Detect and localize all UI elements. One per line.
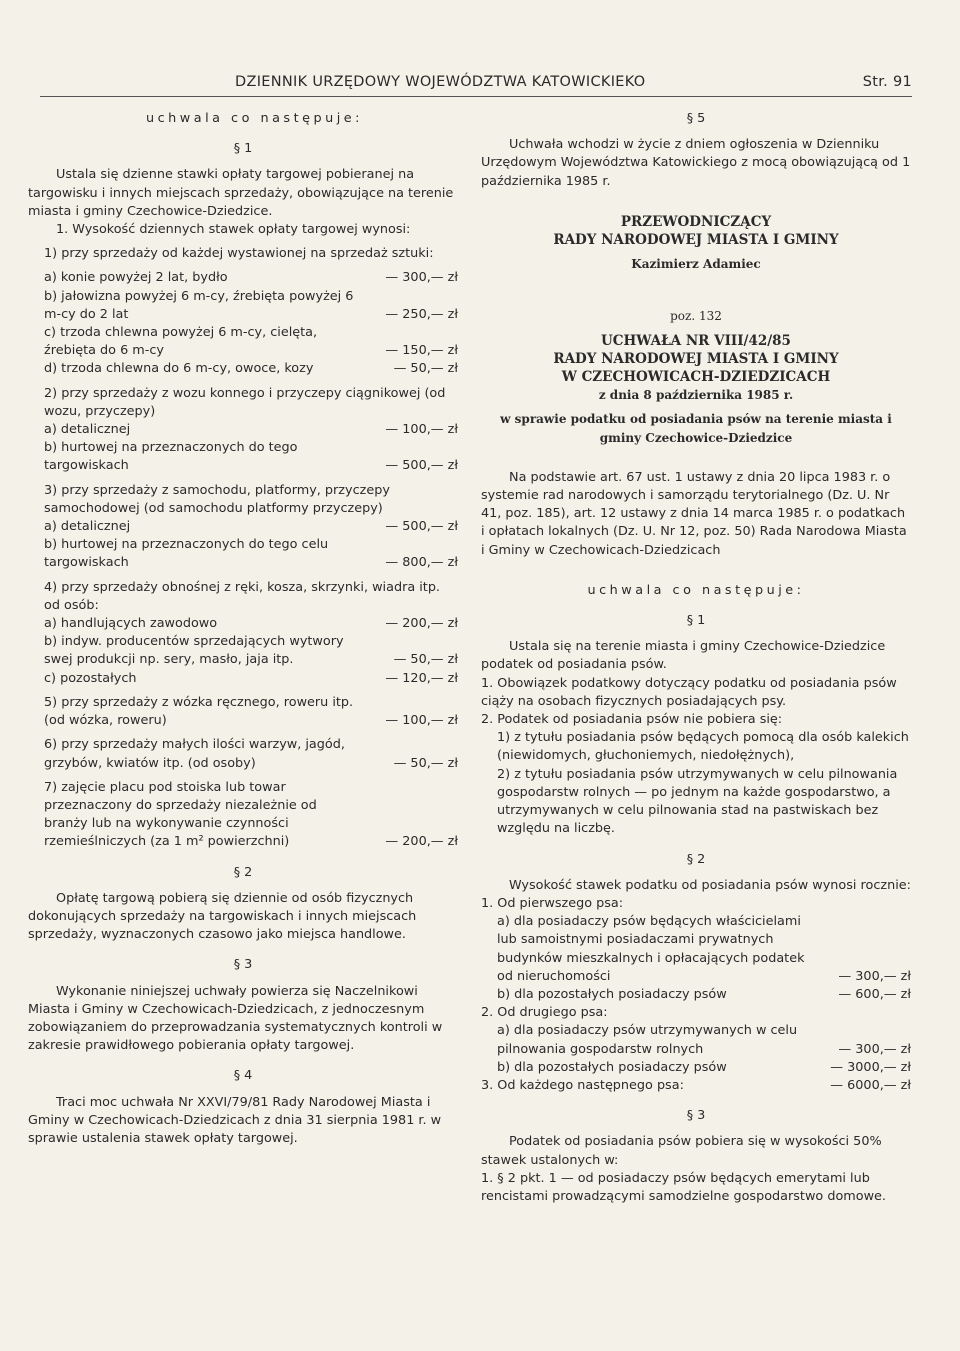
point-text: 2) z tytułu posiadania psów utrzymywanych w celu pilnowania gospodarstw rolnych — po jednym na każde gospodarstwo, a utrzymywanych w celu pilnowania stad na pastwiskach bez względu na liczbę.	[497, 766, 898, 837]
point-text: 1. Wysokość dziennych stawek opłaty targowej wynosi:	[56, 222, 411, 238]
point-text: 1. Obowiązek podatkowy dotyczący podatku od posiadania psów ciąży na osobach fizycznych posiadających psy.	[481, 675, 897, 709]
rate-row	[28, 670, 458, 688]
council-name: RADY NARODOWEJ MIASTA I GMINY	[553, 232, 839, 249]
rate-row	[28, 779, 458, 852]
point-text: 4) przy sprzedaży obnośnej z ręki, kosza, skrzynki, wiadra itp. od osób:	[44, 579, 441, 613]
right-column	[481, 110, 911, 1206]
rate-row	[481, 913, 911, 986]
rate-row	[28, 633, 458, 669]
section-heading: § 5	[686, 111, 706, 126]
rate-value: — 6000,— zł	[830, 1077, 911, 1093]
point-text: 2. Podatek od posiadania psów nie pobiera się:	[481, 712, 783, 728]
section-text: Wysokość stawek podatku od posiadania psów wynosi rocznie:	[509, 877, 911, 893]
rate-label: 5) przy sprzedaży z wózka ręcznego, roweru itp. (od wózka, roweru)	[44, 694, 354, 729]
rate-label: a) dla posiadaczy psów utrzymywanych w celu pilnowania gospodarstw rolnych	[497, 1023, 798, 1057]
point-text: 1) przy sprzedaży od każdej wystawionej na sprzedaż sztuki:	[44, 246, 434, 262]
rate-value: — 600,— zł	[838, 986, 911, 1002]
rate-row	[28, 421, 458, 439]
section-text: Opłatę targową pobierą się dziennie od osób fizycznych dokonujących sprzedaży na targowiskach i innych miejscach sprzedaży, wyznaczonych czasowo jako miejsca handlowe.	[28, 890, 417, 943]
point-text: 3) przy sprzedaży z samochodu, platformy, przyczepy samochodowej (od samochodu platformy przyczepy)	[44, 482, 390, 516]
journal-title: DZIENNIK URZĘDOWY WOJEWÓDZTWA KATOWICKIEKO	[235, 74, 646, 90]
section-text: Ustala się dzienne stawki opłaty targowej pobieranej na targowisku i innych miejscach sprzedaży, obowiązujące na terenie miasta i gminy Czechowice-Dziedzice.	[28, 167, 454, 219]
rate-value: — 200,— zł	[385, 834, 458, 850]
rate-value: — 300,— zł	[385, 270, 458, 286]
rate-label: a) detalicznej	[44, 422, 131, 438]
legal-basis: Na podstawie art. 67 ust. 1 ustawy z dnia 20 lipca 1983 r. o systemie rad narodowych i samorządu terytorialnego (Dz. U. Nr 41, poz. 185), art. 12 ustawy z dnia 14 marca 1985 r. o podatkach i opłatach lokalnych (Dz. U. Nr 12, poz. 50) Rada Narodowa Miasta i Gminy w Czechowicach-Dziedzicach	[481, 469, 907, 558]
rate-label: 3. Od każdego następnego psa:	[481, 1077, 684, 1093]
point-text: 1. Od pierwszego psa:	[481, 895, 624, 911]
section-heading: § 2	[686, 851, 706, 867]
rate-value: — 500,— zł	[385, 458, 458, 474]
rate-row	[481, 1059, 911, 1077]
rate-label: b) indyw. producentów sprzedających wytwory swej produkcji np. sery, masło, jaja itp.	[44, 634, 344, 668]
section-heading: § 1	[686, 613, 706, 629]
rate-label: a) konie powyżej 2 lat, bydło	[44, 270, 228, 286]
rate-value: — 100,— zł	[385, 713, 458, 729]
rate-value: — 300,— zł	[838, 1041, 911, 1057]
rate-label: d) trzoda chlewna do 6 m-cy, owoce, kozy	[44, 361, 314, 377]
rate-value: — 250,— zł	[385, 306, 458, 322]
rate-row	[28, 694, 458, 730]
page-header	[40, 72, 912, 97]
section-heading: § 1	[233, 141, 253, 157]
rate-value: — 300,— zł	[838, 968, 911, 984]
rate-label: b) hurtowej na przeznaczonych do tego targowiskach	[44, 440, 298, 474]
left-column	[28, 110, 458, 1148]
resolution-place: W CZECHOWICACH-DZIEDZICACH	[561, 369, 831, 386]
rate-value: — 3000,— zł	[830, 1059, 911, 1075]
rate-row	[481, 1022, 911, 1058]
rate-row	[28, 288, 458, 324]
rate-value: — 120,— zł	[385, 670, 458, 686]
section-heading: § 4	[233, 1068, 253, 1084]
rate-value: — 800,— zł	[385, 555, 458, 571]
rate-row	[28, 360, 458, 378]
resolution-title: UCHWAŁA NR VIII/42/85	[601, 332, 791, 349]
rate-label: b) jałowizna powyżej 6 m-cy, źrebięta powyżej 6 m-cy do 2 lat	[44, 288, 354, 322]
rate-label: a) handlujących zawodowo	[44, 616, 218, 632]
rate-row	[28, 736, 458, 772]
resolution-intro: uchwala co następuje:	[587, 582, 805, 598]
rate-label: a) dla posiadaczy psów będących właścicielami lub samoistnymi posiadaczami prywatnych budynków mieszkalnych i opłacających podatek od nieruchomości	[497, 914, 805, 984]
rate-label: a) detalicznej	[44, 519, 131, 535]
rate-label: b) hurtowej na przeznaczonych do tego celu targowiskach	[44, 537, 329, 571]
rate-value: — 100,— zł	[385, 422, 458, 438]
rate-row	[481, 986, 911, 1004]
rate-label: c) pozostałych	[44, 670, 137, 686]
resolution-date: z dnia 8 października 1985 r.	[598, 388, 794, 403]
chairman-title: PRZEWODNICZĄCY	[620, 213, 772, 230]
rate-row	[481, 1077, 911, 1095]
point-text: 1) z tytułu posiadania psów będących pomocą dla osób kalekich (niewidomych, głuchoniemych, niedołężnych),	[497, 730, 909, 764]
rate-row	[28, 324, 458, 360]
section-text: Traci moc uchwała Nr XXVI/79/81 Rady Narodowej Miasta i Gminy w Czechowicach-Dziedzicach z dnia 31 sierpnia 1981 r. w sprawie ustalenia stawek opłaty targowej.	[28, 1094, 442, 1146]
point-text: 1. § 2 pkt. 1 — od posiadaczy psów będących emerytami lub rencistami prowadzącymi samodzielne gospodarstwo domowe.	[481, 1170, 886, 1204]
rate-row	[28, 439, 458, 475]
rate-label: 6) przy sprzedaży małych ilości warzyw, jagód, grzybów, kwiatów itp. (od osoby)	[44, 737, 345, 771]
rate-row	[28, 518, 458, 536]
point-text: 2. Od drugiego psa:	[481, 1005, 608, 1021]
rate-value: — 50,— zł	[393, 361, 458, 377]
chairman-name: Kazimierz Adamiec	[631, 257, 761, 272]
rate-value: — 50,— zł	[393, 755, 458, 771]
rate-label: c) trzoda chlewna powyżej 6 m-cy, cielęta, źrebięta do 6 m-cy	[44, 325, 318, 359]
point-text: 2) przy sprzedaży z wozu konnego i przyczepy ciągnikowej (od wozu, przyczepy)	[44, 385, 446, 419]
section-heading: § 3	[233, 957, 253, 973]
resolution-subject: w sprawie podatku od posiadania psów na terenie miasta i gminy Czechowice-Dziedzice	[500, 412, 892, 445]
rate-label: b) dla pozostałych posiadaczy psów	[497, 1059, 727, 1075]
section-text: Podatek od posiadania psów pobiera się w wysokości 50% stawek ustalonych w:	[481, 1134, 882, 1168]
page-number: Str. 91	[862, 74, 912, 90]
resolution-council: RADY NARODOWEJ MIASTA I GMINY	[553, 350, 839, 367]
section-text: Uchwała wchodzi w życie z dniem ogłoszenia w Dzienniku Urzędowym Województwa Katowickiego z mocą obowiązującą od 1 października 1985 r.	[481, 137, 911, 189]
rate-row	[28, 269, 458, 287]
section-text: Ustala się na terenie miasta i gminy Czechowice-Dziedzice podatek od posiadania psów.	[481, 639, 886, 673]
rate-label: b) dla pozostałych posiadaczy psów	[497, 986, 727, 1002]
section-text: Wykonanie niniejszej uchwały powierza się Naczelnikowi Miasta i Gminy w Czechowicach-Dziedzicach, z jednoczesnym zobowiązaniem do przeprowadzania systematycznych kontroli w zakresie prawidłowego pobierania opłaty targowej.	[28, 983, 443, 1054]
position-number: poz. 132	[670, 309, 722, 324]
rate-row	[28, 615, 458, 633]
rate-value: — 200,— zł	[385, 616, 458, 632]
rate-value: — 50,— zł	[393, 652, 458, 668]
section-heading: § 3	[686, 1108, 706, 1124]
section-heading: § 2	[233, 864, 253, 880]
rate-label: 7) zajęcie placu pod stoiska lub towar przeznaczony do sprzedaży niezależnie od branży lub na wykonywanie czynności rzemieślniczych (za 1 m² powierzchni)	[44, 779, 317, 850]
rate-value: — 500,— zł	[385, 519, 458, 535]
resolution-intro: uchwala co następuje:	[146, 111, 363, 126]
rate-value: — 150,— zł	[385, 343, 458, 359]
rate-row	[28, 536, 458, 572]
